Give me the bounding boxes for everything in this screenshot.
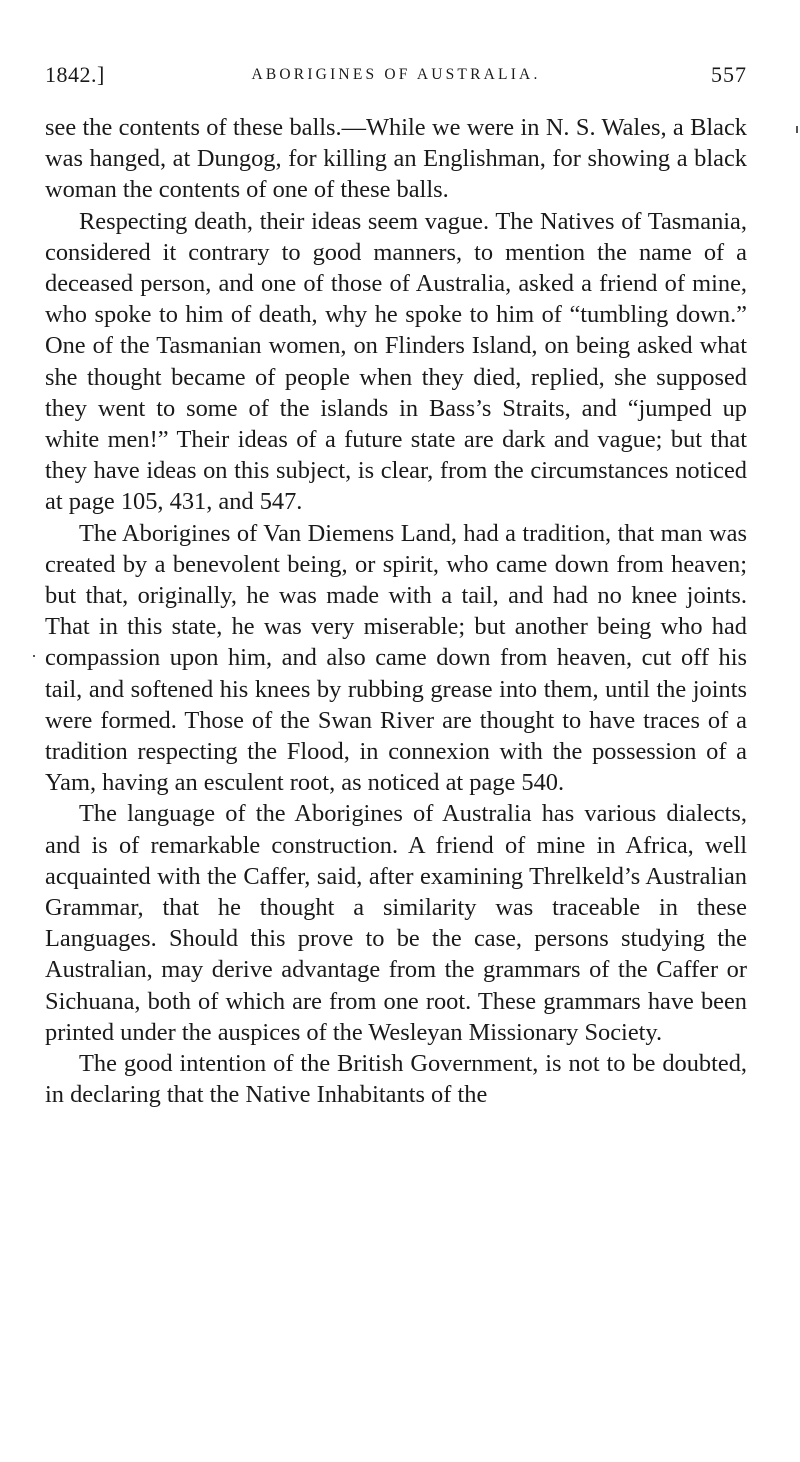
margin-mark bbox=[796, 126, 798, 133]
page-number: 557 bbox=[711, 62, 747, 87]
running-head-year: 1842.] bbox=[45, 62, 105, 87]
paragraph-3: The Aborigines of Van Diemens Land, had a tradition, that man was created by a benevolent being, or spirit, who came down from heaven; but that, originally, he was made with a tail, and had no knee joints. That in this state, he was very miserable; but another being who had compassion upon him, and also came down from heaven, cut off his tail, and softened his knees by rubbing grease into them, until the joints were formed. Those of the Swan River are thought to have traces of a tradition respecting the Flood, in connexion with the possession of a Yam, having an esculent root, as noticed at page 540. bbox=[45, 519, 747, 797]
running-head bbox=[45, 58, 747, 92]
paragraph-4: The language of the Aborigines of Australia has various dialects, and is of remarkable construction. A friend of mine in Africa, well acquainted with the Caffer, said, after examining Threlkeld’s Australian Grammar, that he thought a similarity was traceable in these Languages. Should this prove to be the case, persons studying the Australian, may derive advantage from the grammars of the Caffer or Sichuana, both of which are from one root. These grammars have been printed under the auspices of the Wesleyan Missionary Society. bbox=[45, 800, 747, 1046]
book-page bbox=[45, 58, 747, 1111]
body-text bbox=[45, 112, 747, 1111]
paragraph-5: The good intention of the British Government, is not to be doubted, in declaring that the Native Inhabitants of the bbox=[45, 1050, 747, 1109]
paragraph-2: Respecting death, their ideas seem vague. The Natives of Tasmania, considered it contrary to good manners, to mention the name of a deceased person, and one of those of Australia, asked a friend of mine, who spoke to him of death, why he spoke to him of “tumbling down.” One of the Tasmanian women, on Flinders Island, on being asked what she thought became of people when they died, replied, she supposed they went to some of the islands in Bass’s Straits, and “jumped up white men!” Their ideas of a future state are dark and vague; but that they have ideas on this subject, is clear, from the circumstances noticed at page 105, 431, and 547. bbox=[45, 207, 747, 516]
running-head-title: ABORIGINES OF AUSTRALIA. bbox=[251, 66, 541, 83]
paragraph-1: see the contents of these balls.—While we were in N. S. Wales, a Black was hanged, at Dungog, for killing an Englishman, for showing a black woman the contents of one of these balls. bbox=[45, 114, 747, 204]
margin-speck bbox=[33, 655, 35, 657]
